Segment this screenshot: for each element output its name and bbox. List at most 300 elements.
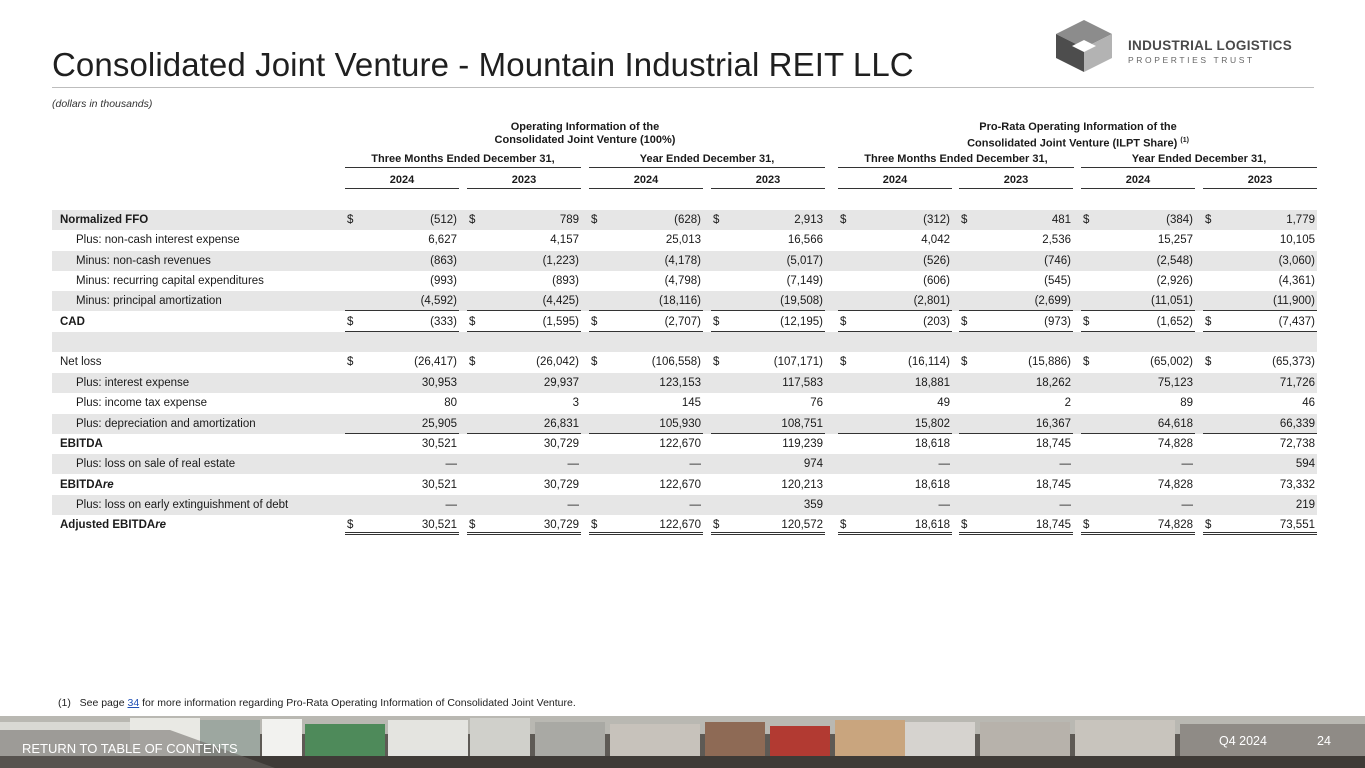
cell-value: (65,002) — [1150, 356, 1193, 369]
footnote-ref: (1) — [1180, 137, 1189, 144]
table-row-interest-expense — [52, 373, 1317, 393]
cell-value: 4,157 — [550, 234, 579, 247]
cell-value: — — [567, 458, 579, 471]
cell-value: — — [938, 458, 950, 471]
row-label: Plus: interest expense — [76, 376, 190, 389]
table-cell — [467, 352, 581, 372]
cell-value: — — [1059, 458, 1071, 471]
table-cell — [345, 373, 459, 393]
dollar-sign: $ — [961, 214, 968, 226]
cell-value: 1,779 — [1286, 214, 1315, 226]
table-cell — [345, 251, 459, 271]
year-header: 2024 — [1081, 174, 1195, 189]
table-cell — [711, 393, 825, 413]
table-cell — [959, 210, 1073, 230]
table-cell — [589, 230, 703, 250]
page-title: Consolidated Joint Venture - Mountain Industrial REIT LLC — [52, 46, 914, 83]
cell-value: 120,572 — [781, 519, 823, 532]
table-cell — [711, 414, 825, 434]
table-cell — [589, 251, 703, 271]
cell-value: 789 — [559, 214, 579, 226]
cell-value: (2,707) — [664, 315, 701, 328]
table-row-net-loss — [52, 352, 1317, 372]
table-cell — [959, 251, 1073, 271]
table-row-loss-on-sale — [52, 454, 1317, 474]
table-row-normalized-ffo — [52, 210, 1317, 230]
table-cell — [838, 515, 952, 535]
table-row-adjusted-ebitdare — [52, 515, 1317, 535]
cell-value: (2,801) — [913, 295, 950, 308]
group-header-100pct-line2: Consolidated Joint Venture (100%) — [494, 134, 676, 146]
cell-value: (4,425) — [542, 295, 579, 308]
cell-value: 73,551 — [1279, 519, 1315, 532]
cell-value: (333) — [430, 315, 457, 328]
title-divider — [52, 87, 1314, 88]
table-cell — [467, 475, 581, 495]
table-cell — [711, 332, 825, 352]
dollar-sign: $ — [1205, 214, 1212, 226]
cell-value: (1,223) — [542, 254, 579, 267]
cell-value: (4,178) — [664, 254, 701, 267]
table-cell — [589, 515, 703, 535]
cell-value: (545) — [1044, 275, 1071, 288]
table-cell — [959, 454, 1073, 474]
year-header: 2023 — [467, 174, 581, 189]
table-cell — [589, 414, 703, 434]
dollar-sign: $ — [840, 315, 847, 328]
table-cell — [838, 230, 952, 250]
cell-value: 481 — [1051, 214, 1071, 226]
cell-value: (7,149) — [786, 275, 823, 288]
table-cell — [838, 352, 952, 372]
table-cell — [959, 230, 1073, 250]
cell-value: 74,828 — [1157, 519, 1193, 532]
table-cell — [467, 312, 581, 332]
cell-value: 122,670 — [659, 437, 701, 450]
year-header: 2024 — [345, 174, 459, 189]
table-cell — [959, 312, 1073, 332]
cell-value: (606) — [923, 275, 950, 288]
cell-value: 25,905 — [421, 417, 457, 430]
table-cell — [467, 393, 581, 413]
cell-value: 145 — [681, 397, 701, 410]
cell-value: (11,051) — [1151, 295, 1193, 308]
table-cell — [711, 312, 825, 332]
table-cell — [467, 271, 581, 291]
table-cell — [345, 312, 459, 332]
page-number: 24 — [1317, 734, 1331, 748]
cell-value: 74,828 — [1157, 437, 1193, 450]
cell-value: 123,153 — [659, 376, 701, 389]
report-quarter: Q4 2024 — [1219, 734, 1267, 748]
footnote-marker: (1) — [58, 697, 71, 709]
table-cell — [838, 373, 952, 393]
table-cell — [345, 332, 459, 352]
cell-value: 15,257 — [1157, 234, 1193, 247]
table-row-noncash-revenues — [52, 251, 1317, 271]
row-label: Minus: recurring capital expenditures — [76, 275, 264, 288]
table-cell — [1203, 515, 1317, 535]
table-cell — [711, 271, 825, 291]
cell-value: (19,508) — [780, 295, 823, 308]
dollar-sign: $ — [713, 356, 720, 369]
cell-value: (512) — [430, 214, 457, 226]
cell-value: (11,900) — [1273, 295, 1315, 308]
table-cell — [1203, 332, 1317, 352]
table-cell — [711, 291, 825, 311]
table-cell — [838, 414, 952, 434]
table-cell — [959, 291, 1073, 311]
cell-value: 66,339 — [1279, 417, 1315, 430]
table-cell — [589, 210, 703, 230]
table-cell — [959, 414, 1073, 434]
logo-name: INDUSTRIAL LOGISTICS — [1128, 38, 1293, 53]
table-cell — [1081, 373, 1195, 393]
cell-value: (628) — [674, 214, 701, 226]
period-header: Year Ended December 31, — [589, 153, 825, 168]
table-cell — [1203, 414, 1317, 434]
cell-value: (4,361) — [1278, 275, 1315, 288]
dollar-sign: $ — [961, 315, 968, 328]
table-cell — [345, 475, 459, 495]
table-cell — [711, 495, 825, 515]
year-header: 2023 — [711, 174, 825, 189]
cell-value: (1,595) — [542, 315, 579, 328]
table-cell — [838, 251, 952, 271]
cell-value: 18,618 — [914, 437, 950, 450]
table-cell — [1081, 475, 1195, 495]
table-cell — [1203, 271, 1317, 291]
group-header-prorata-line1: Pro-Rata Operating Information of the — [979, 121, 1177, 133]
cell-value: 64,618 — [1157, 417, 1193, 430]
cell-value: 73,332 — [1279, 478, 1315, 491]
cell-value: (5,017) — [786, 254, 823, 267]
cell-value: — — [567, 498, 579, 511]
table-row-spacer — [52, 332, 1317, 352]
period-header: Year Ended December 31, — [1081, 153, 1317, 168]
row-label: Plus: income tax expense — [76, 397, 208, 410]
table-row-ebitda — [52, 434, 1317, 454]
dollar-sign: $ — [1205, 356, 1212, 369]
row-label: Normalized FFO — [60, 214, 149, 226]
table-cell — [1203, 475, 1317, 495]
table-cell — [838, 271, 952, 291]
table-cell — [838, 434, 952, 454]
table-cell — [838, 454, 952, 474]
table-cell — [1081, 291, 1195, 311]
cell-value: (7,437) — [1278, 315, 1315, 328]
table-cell — [959, 393, 1073, 413]
dollar-sign: $ — [591, 356, 598, 369]
dollar-sign: $ — [713, 315, 720, 328]
table-cell — [345, 434, 459, 454]
cell-value: (863) — [430, 254, 457, 267]
cell-value: 80 — [444, 397, 457, 410]
return-to-toc-link[interactable]: RETURN TO TABLE OF CONTENTS — [22, 741, 238, 756]
table-cell — [838, 291, 952, 311]
cell-value: 16,367 — [1035, 417, 1071, 430]
cell-value: — — [1059, 498, 1071, 511]
table-cell — [1081, 414, 1195, 434]
table-cell — [589, 393, 703, 413]
cell-value: — — [938, 498, 950, 511]
row-label-main: EBITDA — [60, 478, 103, 491]
table-cell — [345, 291, 459, 311]
dollar-sign: $ — [1083, 356, 1090, 369]
table-cell — [1081, 210, 1195, 230]
cell-value: (2,926) — [1156, 275, 1193, 288]
dollar-sign: $ — [961, 356, 968, 369]
cell-value: (3,060) — [1278, 254, 1315, 267]
cell-value: 18,618 — [914, 478, 950, 491]
dollar-sign: $ — [1083, 519, 1090, 532]
cell-value: (993) — [430, 275, 457, 288]
cell-value: 18,745 — [1035, 519, 1071, 532]
table-cell — [1203, 393, 1317, 413]
cell-value: — — [1181, 498, 1193, 511]
cell-value: (2,548) — [1156, 254, 1193, 267]
cell-value: 18,745 — [1035, 478, 1071, 491]
table-cell — [1081, 454, 1195, 474]
table-cell — [1203, 373, 1317, 393]
dollar-sign: $ — [1205, 519, 1212, 532]
table-cell — [345, 414, 459, 434]
table-cell — [959, 373, 1073, 393]
row-label: Plus: loss on sale of real estate — [76, 458, 236, 471]
table-cell — [959, 515, 1073, 535]
table-cell — [1203, 434, 1317, 454]
table-cell — [959, 495, 1073, 515]
cell-value: 18,618 — [914, 519, 950, 532]
cell-value: 89 — [1180, 397, 1193, 410]
dollar-sign: $ — [840, 519, 847, 532]
cell-value: 4,042 — [921, 234, 950, 247]
dollar-sign: $ — [469, 315, 476, 328]
cell-value: (26,042) — [536, 356, 579, 369]
year-header: 2023 — [1203, 174, 1317, 189]
cell-value: 16,566 — [787, 234, 823, 247]
cell-value: 25,013 — [665, 234, 701, 247]
table-cell — [589, 352, 703, 372]
cell-value: — — [689, 498, 701, 511]
cell-value: 15,802 — [914, 417, 950, 430]
dollar-sign: $ — [469, 519, 476, 532]
table-row-ebitdare — [52, 475, 1317, 495]
row-label — [60, 519, 166, 531]
cell-value: 2,536 — [1042, 234, 1071, 247]
table-row-principal-amortization — [52, 291, 1317, 311]
cell-value: (65,373) — [1272, 356, 1315, 369]
cell-value: 105,930 — [659, 417, 701, 430]
dollar-sign: $ — [591, 315, 598, 328]
dollar-sign: $ — [347, 214, 354, 226]
footnote-page-link[interactable]: 34 — [127, 697, 140, 709]
table-cell — [345, 515, 459, 535]
row-label-suffix: re — [102, 478, 114, 491]
table-cell — [1203, 352, 1317, 372]
cell-value: (973) — [1044, 315, 1071, 328]
table-cell — [838, 210, 952, 230]
table-row-recurring-capex — [52, 271, 1317, 291]
cell-value: 3 — [572, 397, 579, 410]
dollar-sign: $ — [591, 519, 598, 532]
cell-value: 30,729 — [543, 437, 579, 450]
group-header-100pct-line1: Operating Information of the — [510, 121, 660, 133]
table-cell — [1081, 495, 1195, 515]
company-logo — [1054, 18, 1316, 74]
row-label: Minus: principal amortization — [76, 295, 222, 308]
year-header: 2023 — [959, 174, 1073, 189]
dollar-sign: $ — [347, 356, 354, 369]
table-cell — [1081, 312, 1195, 332]
table-cell — [589, 495, 703, 515]
period-header: Three Months Ended December 31, — [345, 153, 581, 168]
cell-value: (203) — [923, 315, 950, 328]
cell-value: — — [445, 458, 457, 471]
table-cell — [1081, 434, 1195, 454]
cell-value: 122,670 — [659, 478, 701, 491]
table-cell — [711, 352, 825, 372]
group-header-100pct — [345, 121, 825, 147]
cell-value: 10,105 — [1279, 234, 1315, 247]
cell-value: 75,123 — [1157, 376, 1193, 389]
cell-value: 2,913 — [794, 214, 823, 226]
cell-value: 117,583 — [782, 376, 823, 389]
table-cell — [711, 230, 825, 250]
dollar-sign: $ — [961, 519, 968, 532]
dollar-sign: $ — [1083, 214, 1090, 226]
cell-value: (746) — [1044, 254, 1071, 267]
footnote-text-after: for more information regarding Pro-Rata Operating Information of Consolidated Joint Venture. — [139, 697, 576, 709]
dollar-sign: $ — [469, 214, 476, 226]
cell-value: 18,881 — [914, 376, 950, 389]
table-cell — [345, 454, 459, 474]
table-cell — [345, 271, 459, 291]
table-cell — [589, 475, 703, 495]
cell-value: 18,745 — [1035, 437, 1071, 450]
table-cell — [959, 271, 1073, 291]
cell-value: (893) — [552, 275, 579, 288]
cell-value: (4,592) — [420, 295, 457, 308]
table-cell — [1081, 271, 1195, 291]
row-label: Plus: loss on early extinguishment of debt — [76, 498, 289, 511]
table-cell — [467, 434, 581, 454]
cell-value: (384) — [1166, 214, 1193, 226]
table-cell — [1203, 210, 1317, 230]
table-cell — [345, 393, 459, 413]
logo-subname: PROPERTIES TRUST — [1128, 55, 1255, 65]
table-cell — [589, 312, 703, 332]
table-row-noncash-interest — [52, 230, 1317, 250]
table-cell — [1081, 393, 1195, 413]
table-cell — [838, 393, 952, 413]
table-cell — [838, 312, 952, 332]
footer-banner — [0, 716, 1365, 768]
table-cell — [838, 495, 952, 515]
cell-value: (26,417) — [414, 356, 457, 369]
table-cell — [467, 373, 581, 393]
footnote — [58, 697, 576, 709]
cell-value: 49 — [937, 397, 950, 410]
table-cell — [1081, 230, 1195, 250]
cell-value: 594 — [1295, 458, 1315, 471]
table-cell — [589, 291, 703, 311]
table-cell — [711, 251, 825, 271]
table-cell — [711, 475, 825, 495]
dollar-sign: $ — [347, 519, 354, 532]
table-cell — [345, 352, 459, 372]
units-note: (dollars in thousands) — [52, 98, 153, 110]
table-cell — [1081, 352, 1195, 372]
cell-value: — — [689, 458, 701, 471]
period-header: Three Months Ended December 31, — [838, 153, 1074, 168]
year-header: 2024 — [838, 174, 952, 189]
table-cell — [345, 230, 459, 250]
cell-value: (2,699) — [1034, 295, 1071, 308]
row-label: Minus: non-cash revenues — [76, 254, 211, 267]
dollar-sign: $ — [713, 214, 720, 226]
table-cell — [1203, 291, 1317, 311]
cell-value: 71,726 — [1279, 376, 1315, 389]
row-label-suffix: re — [155, 519, 167, 532]
cell-value: 46 — [1302, 397, 1315, 410]
row-label: Net loss — [60, 356, 102, 369]
table-cell — [959, 332, 1073, 352]
table-cell — [467, 515, 581, 535]
table-cell — [467, 414, 581, 434]
table-cell — [467, 230, 581, 250]
table-cell — [1081, 332, 1195, 352]
row-label — [60, 479, 114, 491]
table-row-depreciation — [52, 414, 1317, 434]
year-header: 2024 — [589, 174, 703, 189]
table-cell — [467, 291, 581, 311]
dollar-sign: $ — [1205, 315, 1212, 328]
cube-logo-icon — [1054, 18, 1114, 74]
table-cell — [711, 454, 825, 474]
row-label-main: Adjusted EBITDA — [60, 519, 156, 532]
table-cell — [589, 454, 703, 474]
cell-value: 74,828 — [1157, 478, 1193, 491]
dollar-sign: $ — [347, 315, 354, 328]
cell-value: 219 — [1295, 498, 1315, 511]
cell-value: 76 — [810, 397, 823, 410]
row-label: Plus: non-cash interest expense — [76, 234, 240, 247]
group-header-prorata-line2: Consolidated Joint Venture (ILPT Share) — [967, 137, 1178, 150]
cell-value: (1,652) — [1156, 315, 1193, 328]
cell-value: 30,521 — [421, 437, 457, 450]
table-cell — [838, 332, 952, 352]
cell-value: 359 — [803, 498, 823, 511]
table-cell — [1203, 495, 1317, 515]
footnote-text-before: See page — [79, 697, 128, 709]
cell-value: 26,831 — [543, 417, 579, 430]
cell-value: 30,521 — [421, 478, 457, 491]
cell-value: 974 — [803, 458, 823, 471]
table-cell — [345, 210, 459, 230]
table-cell — [1081, 251, 1195, 271]
cell-value: 122,670 — [659, 519, 701, 532]
table-cell — [589, 271, 703, 291]
dollar-sign: $ — [840, 214, 847, 226]
cell-value: (312) — [923, 214, 950, 226]
cell-value: (18,116) — [659, 295, 701, 308]
table-cell — [711, 373, 825, 393]
dollar-sign: $ — [469, 356, 476, 369]
table-row-loss-extinguishment — [52, 495, 1317, 515]
table-cell — [1081, 515, 1195, 535]
cell-value: 119,239 — [782, 437, 823, 450]
